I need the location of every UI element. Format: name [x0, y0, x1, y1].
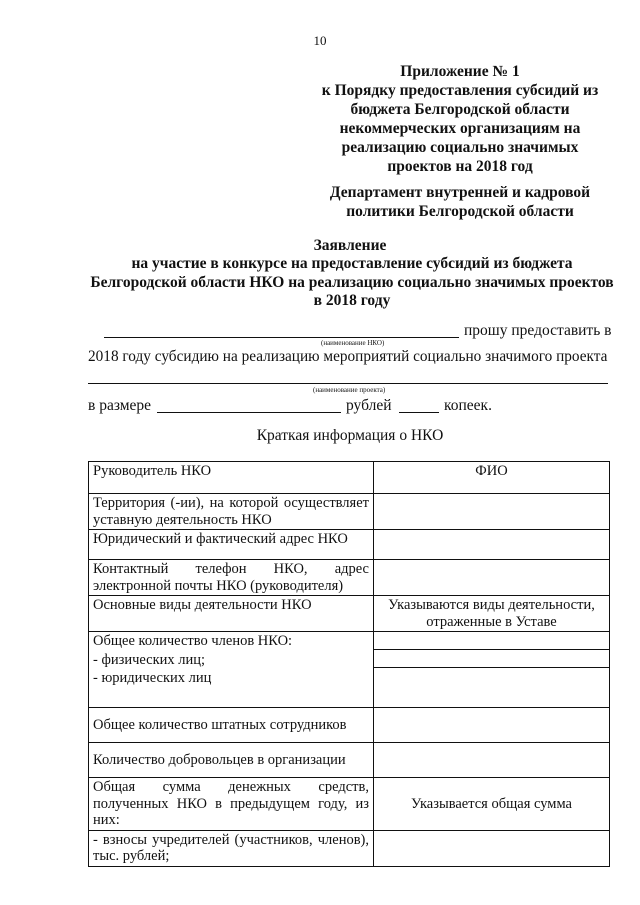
table-row [89, 632, 610, 650]
table-row [89, 530, 610, 560]
department-block [310, 183, 610, 221]
row-label: Юридический и фактический адрес НКО [89, 530, 374, 560]
annex-line: бюджета Белгородской области [350, 101, 570, 118]
kopeks-label: копеек. [444, 397, 492, 414]
table-row [89, 830, 610, 866]
statement-line: Белгородской области НКО на реализацию социально значимых проектов [90, 273, 614, 291]
amount-prefix: в размере [88, 397, 152, 414]
members-individuals: - физических лиц; [93, 651, 206, 668]
statement-title: Заявление [313, 237, 387, 254]
nko-info-table [88, 461, 610, 867]
request-text: прошу предоставить в [464, 322, 612, 339]
statement-line: на участие в конкурсе на предоставление субсидий из бюджета [131, 255, 573, 272]
nko-name-field[interactable] [104, 323, 459, 338]
rubles-label: рублей [346, 397, 392, 414]
project-name-caption: (наименование проекта) [313, 386, 386, 394]
row-value[interactable]: ФИО [374, 462, 610, 494]
row-label: Руководитель НКО [89, 462, 374, 494]
project-name-field[interactable] [88, 371, 608, 384]
page-number: 10 [313, 33, 327, 48]
row-label: Общее количество штатных сотрудников [89, 708, 374, 743]
statement-line: в 2018 году [313, 292, 391, 309]
table-row [89, 743, 610, 778]
row-value[interactable] [374, 560, 610, 596]
info-title: Краткая информация о НКО [256, 427, 444, 444]
statement-subtitle [82, 255, 622, 311]
annex-block [310, 62, 610, 176]
rubles-field[interactable] [157, 397, 341, 413]
row-value[interactable] [374, 494, 610, 530]
annex-line: проектов на 2018 год [387, 158, 533, 175]
row-label: Контактный телефон НКО, адрес электронной почты НКО (руководителя) [89, 560, 374, 596]
department-line: политики Белгородской области [346, 203, 574, 220]
department-line: Департамент внутренней и кадровой [329, 184, 591, 201]
table-row [89, 708, 610, 743]
annex-title: Приложение № 1 [400, 63, 520, 80]
annex-line: некоммерческих организациям на [339, 120, 581, 137]
table-row [89, 778, 610, 831]
nko-name-caption: (наименование НКО) [321, 339, 385, 347]
table-row [89, 560, 610, 596]
table-row [89, 596, 610, 632]
annex-line: реализацию социально значимых [341, 139, 579, 156]
members-individuals-value[interactable] [374, 650, 610, 668]
row-label: Количество добровольцев в организации [89, 743, 374, 778]
annex-line: к Порядку предоставления субсидий из [321, 82, 599, 99]
table-row [89, 494, 610, 530]
subsidy-text: 2018 году субсидию на реализацию мероприятий социально значимого проекта [88, 348, 608, 365]
members-legal-value[interactable] [374, 668, 610, 708]
row-value[interactable] [374, 830, 610, 866]
row-label: - взносы учредителей (участников, членов), тыс. рублей; [89, 830, 374, 866]
row-value[interactable] [374, 743, 610, 778]
members-label: Общее количество членов НКО: [93, 633, 293, 649]
row-label: Территория (-ии), на которой осуществляет уставную деятельность НКО [89, 494, 374, 530]
row-label: Общая сумма денежных средств, полученных НКО в предыдущем году, из них: [89, 778, 374, 831]
row-value[interactable] [374, 530, 610, 560]
members-legal: - юридических лиц [93, 670, 212, 686]
row-label: Основные виды деятельности НКО [89, 596, 374, 632]
table-row [89, 462, 610, 494]
members-cell [89, 632, 374, 708]
kopeks-field[interactable] [399, 397, 439, 413]
members-total-value[interactable] [374, 632, 610, 650]
row-value[interactable]: Указывается общая сумма [374, 778, 610, 831]
row-value[interactable]: Указываются виды деятельности, отраженные в Уставе [374, 596, 610, 632]
row-value[interactable] [374, 708, 610, 743]
